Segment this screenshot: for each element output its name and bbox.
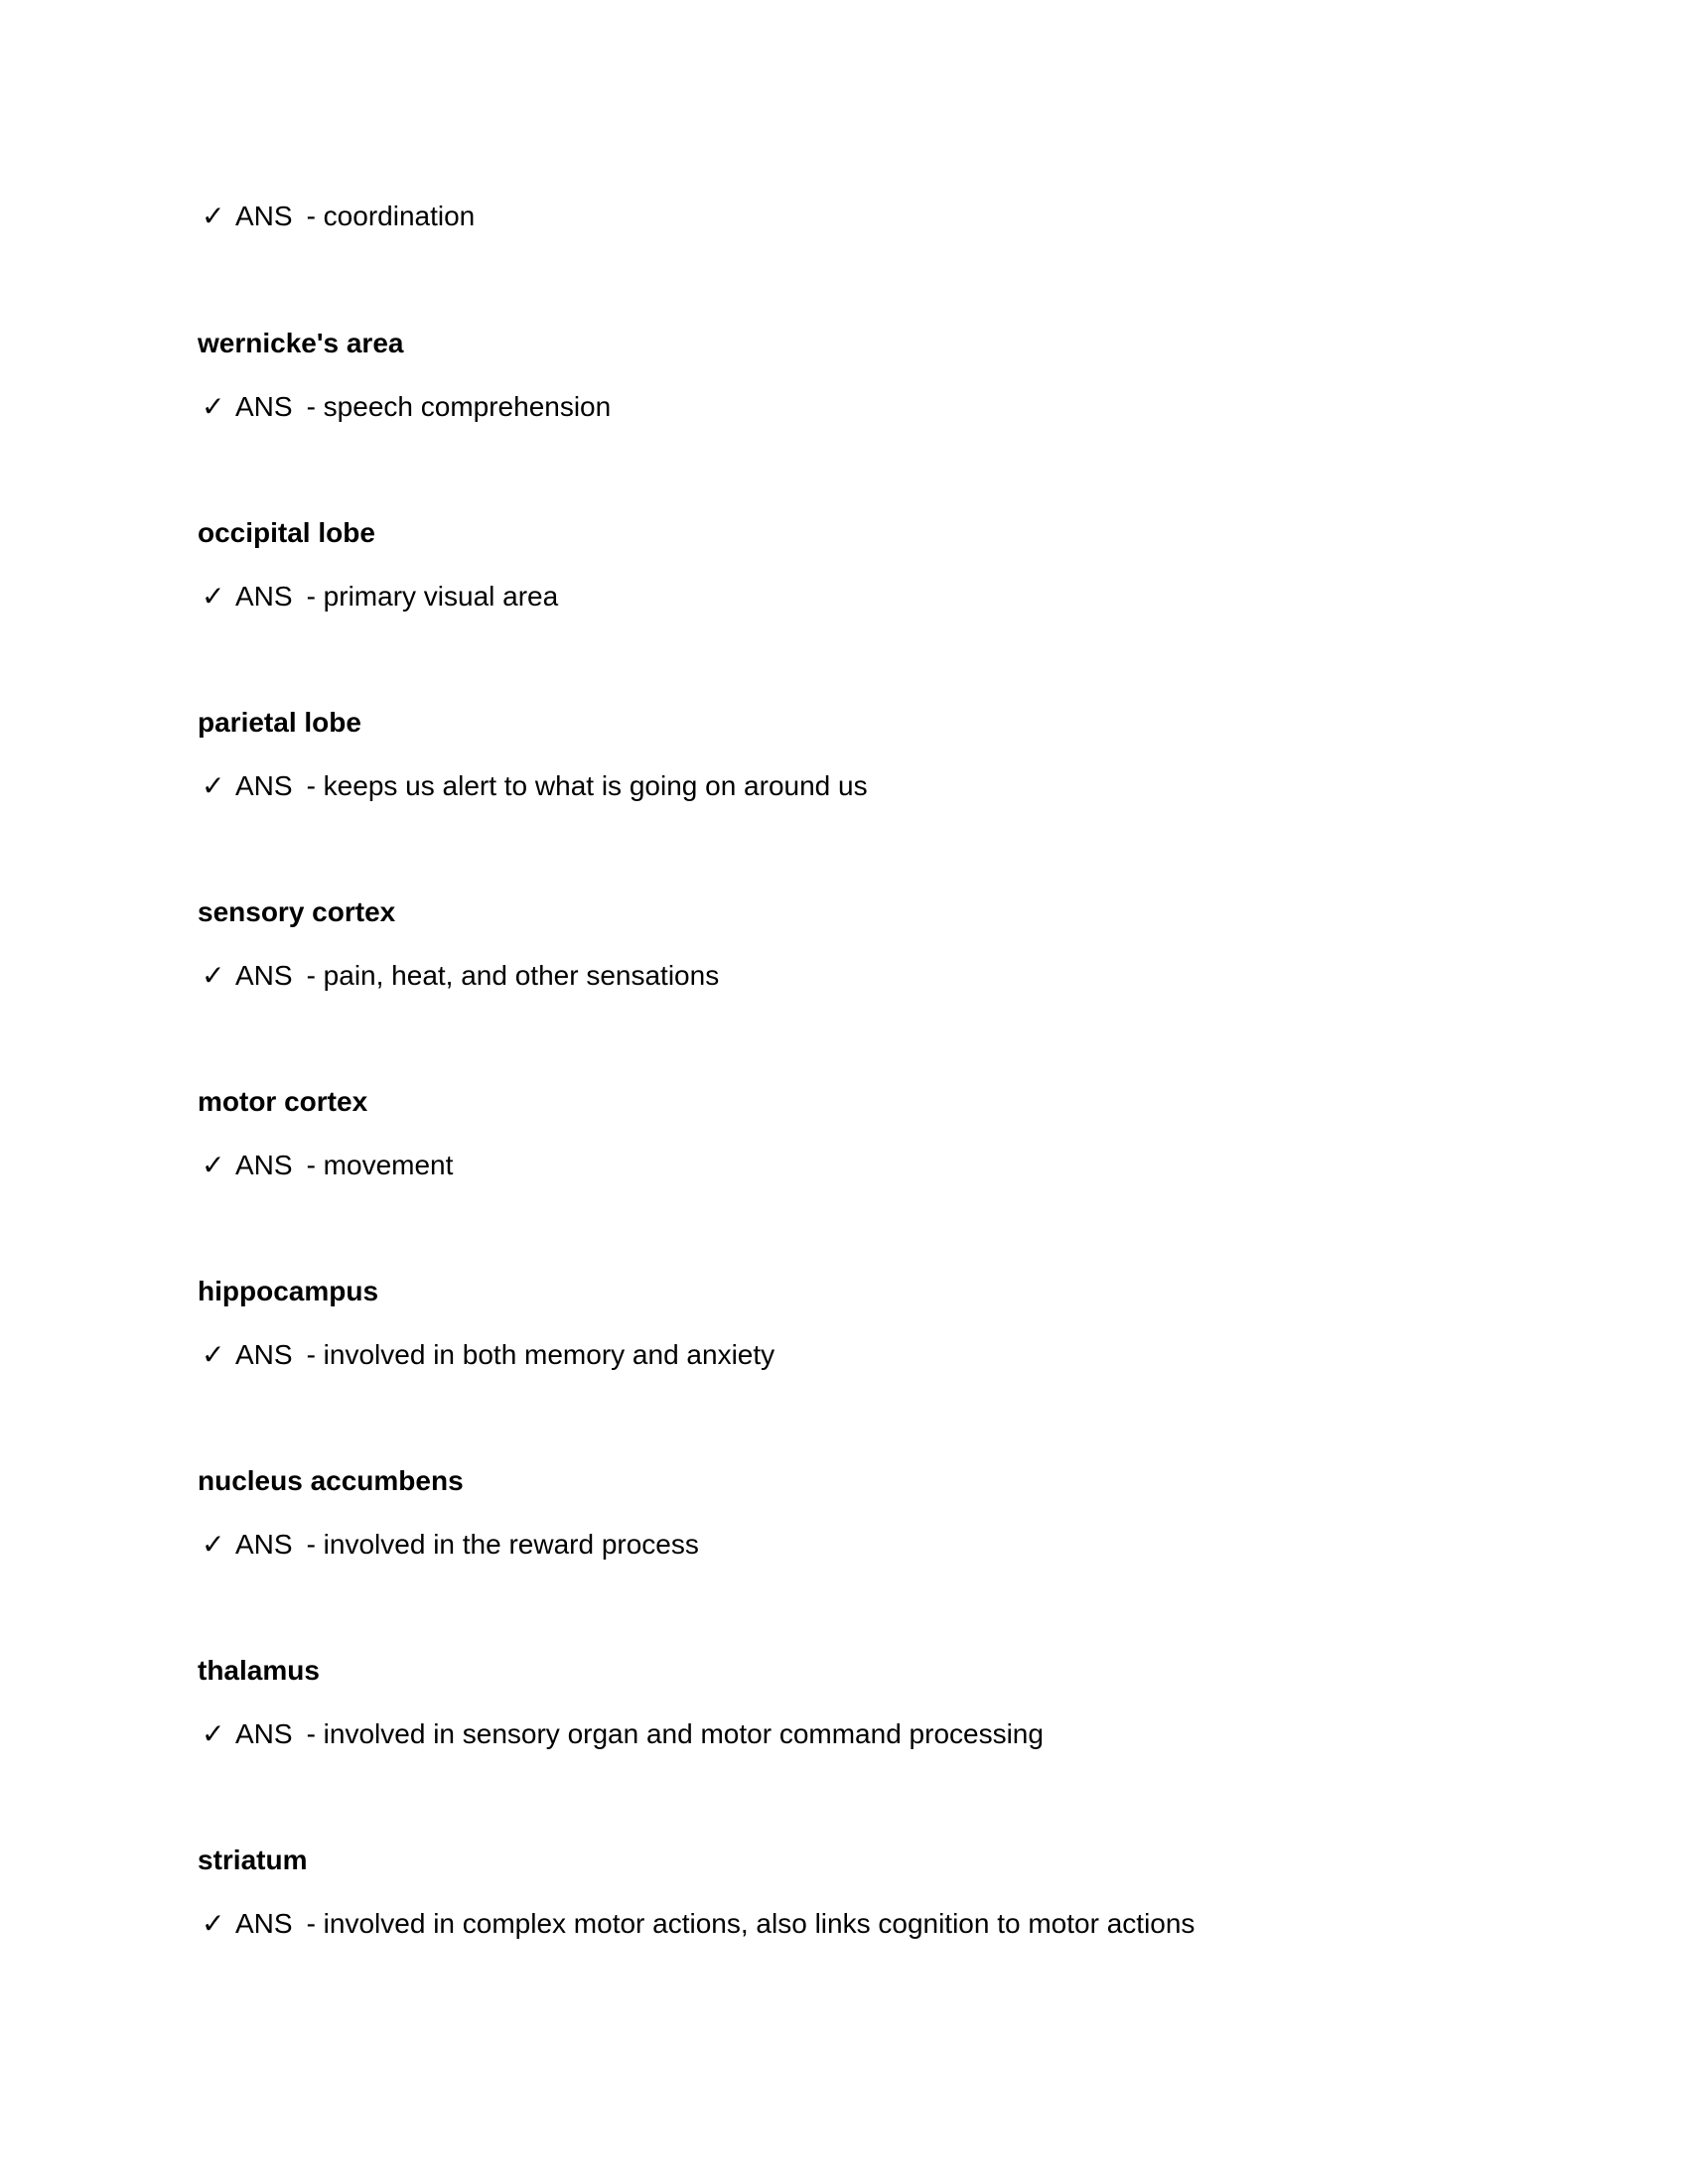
answer-text: - speech comprehension xyxy=(306,391,612,422)
checkmark-icon: ✓ xyxy=(202,769,225,802)
answer-label: ANS xyxy=(235,391,293,422)
answer-label: ANS xyxy=(235,960,293,991)
term-heading: thalamus xyxy=(198,1655,320,1686)
answer-label: ANS xyxy=(235,1718,293,1749)
list-item xyxy=(198,326,1488,515)
checkmark-icon: ✓ xyxy=(202,1528,225,1561)
term-heading: occipital lobe xyxy=(198,517,375,548)
answer-line xyxy=(202,579,558,614)
list-item xyxy=(198,894,1488,1084)
list-item xyxy=(198,1843,1488,2032)
checkmark-icon: ✓ xyxy=(202,1338,225,1371)
list-item xyxy=(198,515,1488,705)
answer-text: - involved in sensory organ and motor command processing xyxy=(306,1718,1044,1749)
answer-label: ANS xyxy=(235,1339,293,1370)
answer-line xyxy=(202,768,868,804)
checkmark-icon: ✓ xyxy=(202,959,225,992)
answer-text: - involved in complex motor actions, also links cognition to motor actions xyxy=(306,1908,1196,1939)
list-item xyxy=(198,1274,1488,1463)
answer-text: - movement xyxy=(306,1150,454,1180)
list-item xyxy=(198,1653,1488,1843)
answer-line xyxy=(202,1337,774,1373)
answer-line xyxy=(202,1716,1044,1752)
list-item xyxy=(198,705,1488,894)
term-heading: parietal lobe xyxy=(198,707,361,738)
answer-line xyxy=(202,1527,699,1563)
answer-line xyxy=(202,1148,453,1183)
checkmark-icon: ✓ xyxy=(202,1907,225,1940)
list-item xyxy=(198,1084,1488,1274)
term-heading: striatum xyxy=(198,1844,308,1875)
checkmark-icon: ✓ xyxy=(202,200,225,232)
answer-label: ANS xyxy=(235,1908,293,1939)
answer-text: - coordination xyxy=(306,201,476,231)
answer-text: - involved in both memory and anxiety xyxy=(306,1339,775,1370)
term-heading: sensory cortex xyxy=(198,896,396,927)
answer-text: - keeps us alert to what is going on around us xyxy=(306,770,868,801)
answer-label: ANS xyxy=(235,770,293,801)
checkmark-icon: ✓ xyxy=(202,1149,225,1181)
answer-label: ANS xyxy=(235,1529,293,1560)
term-heading: hippocampus xyxy=(198,1276,379,1306)
answer-label: ANS xyxy=(235,201,293,231)
answer-line xyxy=(202,958,719,994)
answer-label: ANS xyxy=(235,1150,293,1180)
term-heading: nucleus accumbens xyxy=(198,1465,464,1496)
term-heading: wernicke's area xyxy=(198,328,404,358)
answer-label: ANS xyxy=(235,581,293,612)
answer-text: - pain, heat, and other sensations xyxy=(306,960,720,991)
answer-line xyxy=(202,1906,1195,1942)
checkmark-icon: ✓ xyxy=(202,1717,225,1750)
term-heading: motor cortex xyxy=(198,1086,368,1117)
list-item xyxy=(198,1463,1488,1653)
term-list xyxy=(198,326,1488,2032)
answer-text: - primary visual area xyxy=(306,581,559,612)
checkmark-icon: ✓ xyxy=(202,580,225,613)
answer-line xyxy=(202,389,611,425)
checkmark-icon: ✓ xyxy=(202,390,225,423)
answer-line xyxy=(202,199,475,234)
answer-text: - involved in the reward process xyxy=(306,1529,699,1560)
